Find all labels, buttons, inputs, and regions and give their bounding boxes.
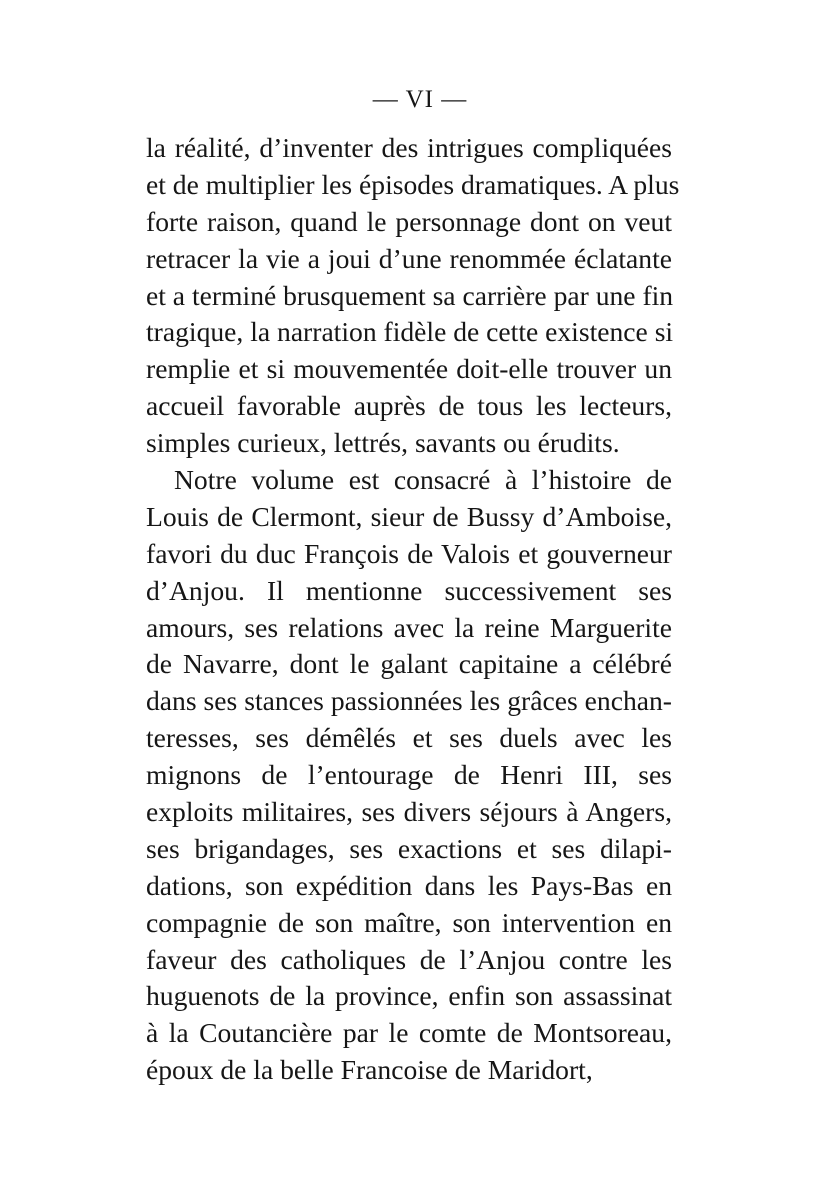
text-line: de Navarre, dont le galant capitaine a célébré bbox=[146, 648, 672, 680]
text-line: mignons de l’entourage de Henri III, ses bbox=[146, 759, 672, 791]
text-line: la réalité, d’inventer des intrigues compliquées bbox=[146, 132, 672, 163]
text-line: exploits militaires, ses divers séjours à Angers, bbox=[146, 796, 672, 828]
text-line: dans ses stances passionnées les grâces enchan- bbox=[146, 685, 672, 717]
text-line: teresses, ses démêlés et ses duels avec les bbox=[146, 722, 672, 754]
text-line: Notre volume est consacré à l’histoire de bbox=[174, 464, 672, 496]
text-line: accueil favorable auprès de tous les lecteurs, bbox=[146, 390, 672, 422]
text-line: favori du duc François de Valois et gouverneur bbox=[146, 537, 672, 569]
text-line: et de multiplier les épisodes dramatiques. A plus bbox=[146, 168, 680, 200]
text-line: amours, ses relations avec la reine Marguerite bbox=[146, 611, 672, 643]
text-line: retracer la vie a joui d’une renommée éclatante bbox=[146, 242, 672, 274]
text-line: tragique, la narration fidèle de cette existence si bbox=[146, 316, 674, 348]
text-line: ses brigandages, ses exactions et ses dilapi- bbox=[146, 832, 672, 864]
text-line: dations, son expédition dans les Pays-Bas en bbox=[146, 869, 672, 901]
text-line: huguenots de la province, enfin son assassinat bbox=[146, 980, 672, 1012]
text-line: forte raison, quand le personnage dont on veut bbox=[146, 205, 672, 237]
text-line: d’Anjou. Il mentionne successivement ses bbox=[146, 574, 672, 606]
text-line: simples curieux, lettrés, savants ou érudits. bbox=[146, 427, 620, 459]
body-text bbox=[146, 130, 680, 1089]
text-line: époux de la belle Francoise de Maridort, bbox=[146, 1054, 593, 1086]
paragraph-2 bbox=[146, 462, 672, 1089]
text-line: faveur des catholiques de l’Anjou contre les bbox=[146, 943, 672, 975]
text-line: à la Coutancière par le comte de Montsoreau, bbox=[146, 1017, 672, 1049]
text-line: et a terminé brusquement sa carrière par une fin bbox=[146, 279, 674, 311]
text-line: Louis de Clermont, sieur de Bussy d’Amboise, bbox=[146, 500, 672, 532]
text-line: compagnie de son maître, son intervention en bbox=[146, 906, 672, 938]
paragraph-1 bbox=[146, 130, 680, 462]
text-line: remplie et si mouvementée doit-elle trouver un bbox=[146, 353, 672, 385]
page-number: — VI — bbox=[372, 86, 468, 113]
